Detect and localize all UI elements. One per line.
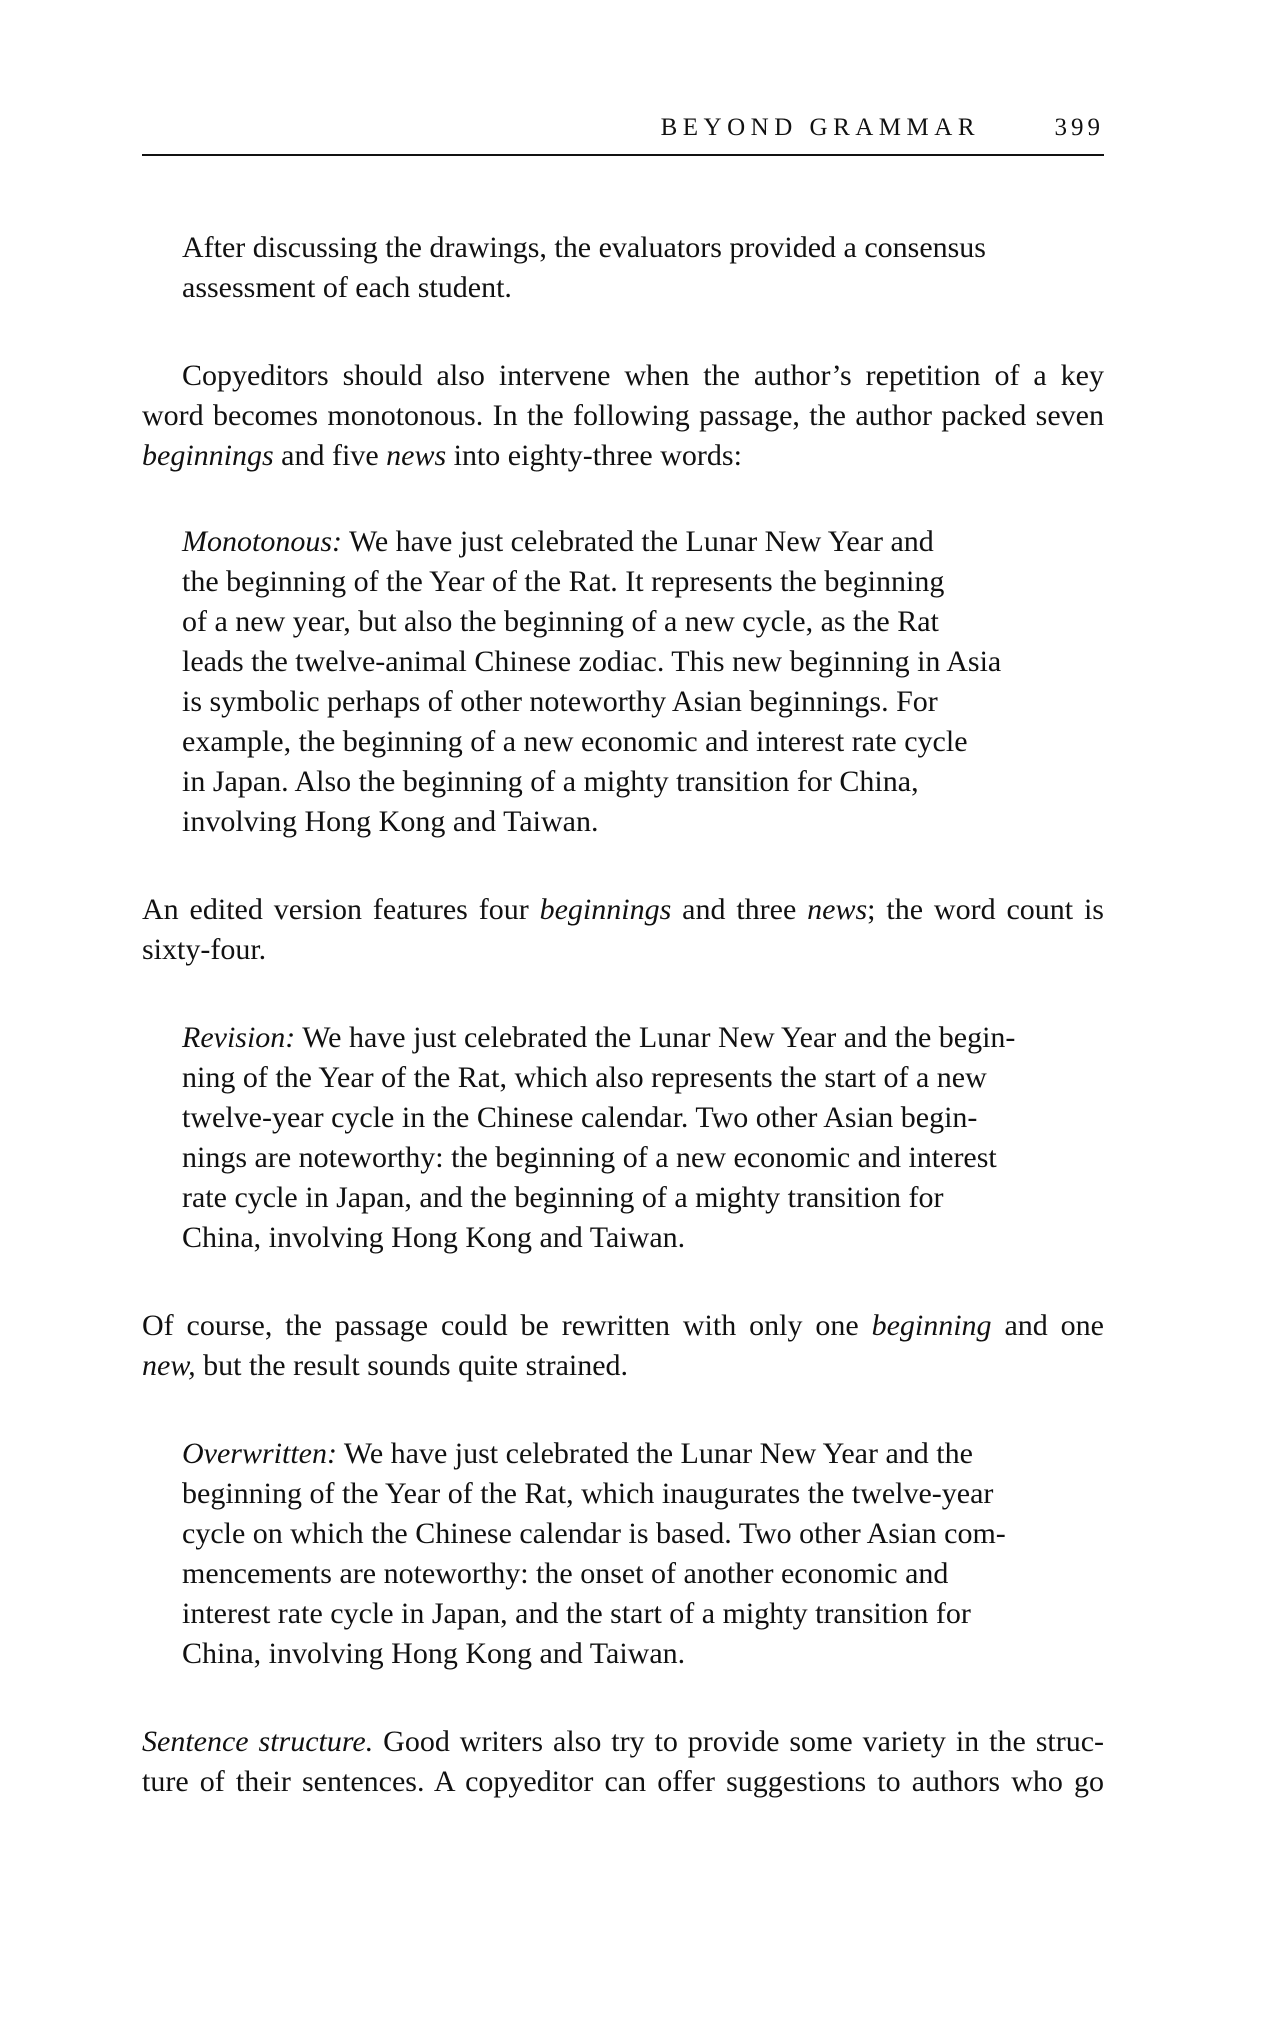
quote-line: interest rate cycle in Japan, and the start of a mighty transition for xyxy=(182,1597,971,1630)
quote-line: beginning of the Year of the Rat, which inaugurates the twelve-year xyxy=(182,1477,994,1510)
quote-line: is symbolic perhaps of other noteworthy Asian beginnings. For xyxy=(182,685,938,718)
quote-line: After discussing the drawings, the evaluators provided a consensus xyxy=(182,231,986,264)
page-number: 399 xyxy=(1054,114,1104,141)
paragraph-line xyxy=(142,890,1104,930)
quote-line: assessment of each student. xyxy=(182,271,512,304)
quote-line: nings are noteworthy: the beginning of a new economic and interest xyxy=(182,1141,997,1174)
paragraph-line xyxy=(142,436,1104,476)
italic-term: news xyxy=(807,893,868,926)
quote-line: example, the beginning of a new economic and interest rate cycle xyxy=(182,725,968,758)
block-quote-overwritten xyxy=(182,1434,1062,1674)
paragraph-repetition xyxy=(142,356,1104,476)
text-run: Good writers also try to provide some variety in the struc- xyxy=(373,1725,1104,1758)
quote-line: ning of the Year of the Rat, which also represents the start of a new xyxy=(182,1061,987,1094)
quote-label: Overwritten: xyxy=(182,1437,337,1470)
quote-line: China, involving Hong Kong and Taiwan. xyxy=(182,1637,686,1670)
quote-line xyxy=(182,522,1062,562)
text-run: but the result sounds quite strained. xyxy=(195,1349,629,1382)
block-quote-monotonous xyxy=(182,522,1062,842)
quote-line xyxy=(182,1018,1062,1058)
quote-line: in Japan. Also the beginning of a mighty transition for China, xyxy=(182,765,919,798)
quote-line: involving Hong Kong and Taiwan. xyxy=(182,805,599,838)
text-run: into eighty-three words: xyxy=(446,439,742,472)
block-quote-consensus xyxy=(182,228,1062,308)
running-head xyxy=(142,108,1104,148)
paragraph-line: Copyeditors should also intervene when the author’s repetition of a key xyxy=(182,359,1104,392)
text-run: and three xyxy=(671,893,808,926)
paragraph-line: ture of their sentences. A copyeditor can offer suggestions to authors who go xyxy=(142,1765,1104,1798)
quote-line: China, involving Hong Kong and Taiwan. xyxy=(182,1221,686,1254)
paragraph-line xyxy=(142,1306,1104,1346)
run-in-heading: Sentence structure. xyxy=(142,1725,374,1758)
paragraph-sentence-structure xyxy=(142,1722,1104,1802)
text-run: ; the word count is xyxy=(867,893,1104,926)
italic-term: new, xyxy=(142,1349,196,1382)
paragraph-line: word becomes monotonous. In the following passage, the author packed seven xyxy=(142,399,1104,432)
text-run: and five xyxy=(273,439,387,472)
paragraph-line: sixty-four. xyxy=(142,933,267,966)
paragraph-line xyxy=(142,1346,1104,1386)
text-run: We have just celebrated the Lunar New Year and the xyxy=(336,1437,973,1470)
quote-line: of a new year, but also the beginning of a new cycle, as the Rat xyxy=(182,605,939,638)
paragraph-of-course xyxy=(142,1306,1104,1386)
text-run: We have just celebrated the Lunar New Year and the begin- xyxy=(295,1021,1016,1054)
paragraph-line xyxy=(142,1722,1104,1762)
quote-line: rate cycle in Japan, and the beginning of a mighty transition for xyxy=(182,1181,944,1214)
italic-term: beginnings xyxy=(539,893,672,926)
italic-term: news xyxy=(386,439,447,472)
italic-term: beginning xyxy=(871,1309,992,1342)
quote-line: leads the twelve-animal Chinese zodiac. This new beginning in Asia xyxy=(182,645,1002,678)
block-quote-revision xyxy=(182,1018,1062,1258)
quote-label: Monotonous: xyxy=(182,525,342,558)
italic-term: beginnings xyxy=(142,439,274,472)
text-run: and one xyxy=(991,1309,1104,1342)
quote-line: twelve-year cycle in the Chinese calendar. Two other Asian begin- xyxy=(182,1101,978,1134)
quote-line: cycle on which the Chinese calendar is based. Two other Asian com- xyxy=(182,1517,1006,1550)
quote-line xyxy=(182,1434,1062,1474)
quote-label: Revision: xyxy=(182,1021,296,1054)
paragraph-edited-version xyxy=(142,890,1104,970)
running-head-title: BEYOND GRAMMAR xyxy=(660,114,980,141)
text-run: Of course, the passage could be rewritten with only one xyxy=(142,1309,872,1342)
quote-line: the beginning of the Year of the Rat. It represents the beginning xyxy=(182,565,945,598)
quote-line: mencements are noteworthy: the onset of another economic and xyxy=(182,1557,949,1590)
text-run: An edited version features four xyxy=(142,893,540,926)
text-run: We have just celebrated the Lunar New Year and xyxy=(342,525,934,558)
header-rule xyxy=(142,154,1104,156)
